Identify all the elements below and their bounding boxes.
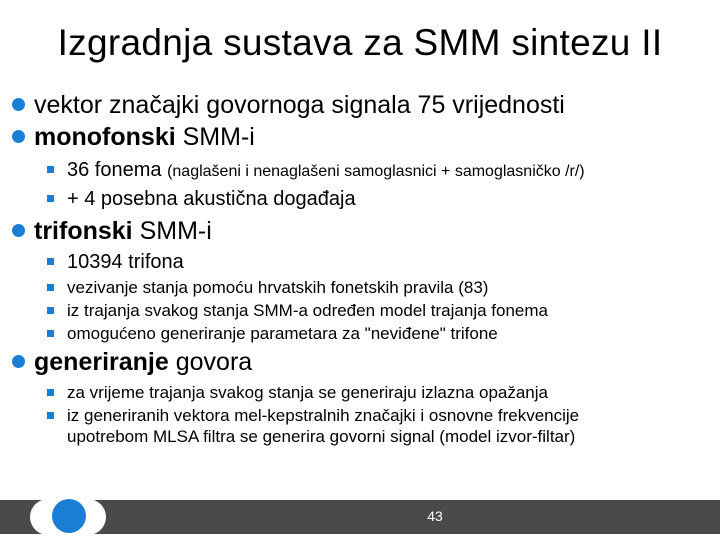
bullet-text: SMM-i	[175, 123, 255, 151]
bullet-generation	[12, 347, 252, 377]
bullet-text: vektor značajki govornoga signala 75 vrijednosti	[34, 91, 565, 119]
bullet-text: govora	[168, 348, 253, 376]
sub-bullet-state-tying	[47, 277, 488, 298]
square-bullet-icon	[47, 166, 54, 173]
square-bullet-icon	[47, 284, 54, 291]
sub-bullet-phonemes	[47, 158, 585, 184]
bullet-triphone	[12, 216, 212, 246]
slide-title: Izgradnja sustava za SMM sintezu II	[57, 22, 663, 63]
sub-bullet-mlsa	[47, 405, 707, 447]
page-number: 43	[427, 508, 443, 524]
bullet-bold-text: trifonski	[34, 217, 133, 245]
bullet-text: SMM-i	[132, 217, 212, 245]
sub-bullet-triphones	[47, 250, 184, 274]
bullet-dot-icon	[12, 98, 25, 111]
bullet-bold-text: generiranje	[34, 348, 169, 376]
square-bullet-icon	[47, 195, 54, 202]
footer-bar	[0, 500, 720, 534]
sub-bullet-events	[47, 187, 356, 211]
sub-bullet-duration-model	[47, 300, 548, 321]
sub-bullet-note: (naglašeni i nenaglašeni samoglasnici + samoglasničko /r/)	[167, 163, 585, 180]
sub-bullet-observations	[47, 382, 548, 403]
bullet-monophone	[12, 122, 255, 152]
sub-bullet-text: + 4 posebna akustična događaja	[67, 188, 356, 210]
bullet-dot-icon	[12, 130, 25, 143]
square-bullet-icon	[47, 412, 54, 419]
square-bullet-icon	[47, 330, 54, 337]
footer-logo-circle-icon	[52, 499, 86, 533]
square-bullet-icon	[47, 307, 54, 314]
sub-bullet-text: 10394 trifona	[67, 251, 184, 273]
bullet-dot-icon	[12, 355, 25, 368]
square-bullet-icon	[47, 258, 54, 265]
bullet-dot-icon	[12, 224, 25, 237]
square-bullet-icon	[47, 389, 54, 396]
sub-bullet-unseen-triphones	[47, 323, 498, 344]
sub-bullet-text: vezivanje stanja pomoću hrvatskih fonetskih pravila (83)	[67, 278, 489, 297]
bullet-bold-text: monofonski	[34, 123, 176, 151]
bullet-feature-vector	[12, 90, 565, 120]
sub-bullet-text: iz generiranih vektora mel-kepstralnih značajki i osnovne frekvencije	[67, 406, 580, 425]
sub-bullet-text: 36 fonema	[67, 159, 168, 181]
sub-bullet-text: za vrijeme trajanja svakog stanja se generiraju izlazna opažanja	[67, 383, 548, 402]
sub-bullet-text: omogućeno generiranje parametara za "neviđene" trifone	[67, 324, 498, 343]
sub-bullet-text: iz trajanja svakog stanja SMM-a određen model trajanja fonema	[67, 301, 548, 320]
sub-bullet-continuation: upotrebom MLSA filtra se generira govorni signal (model izvor-filtar)	[67, 427, 576, 446]
